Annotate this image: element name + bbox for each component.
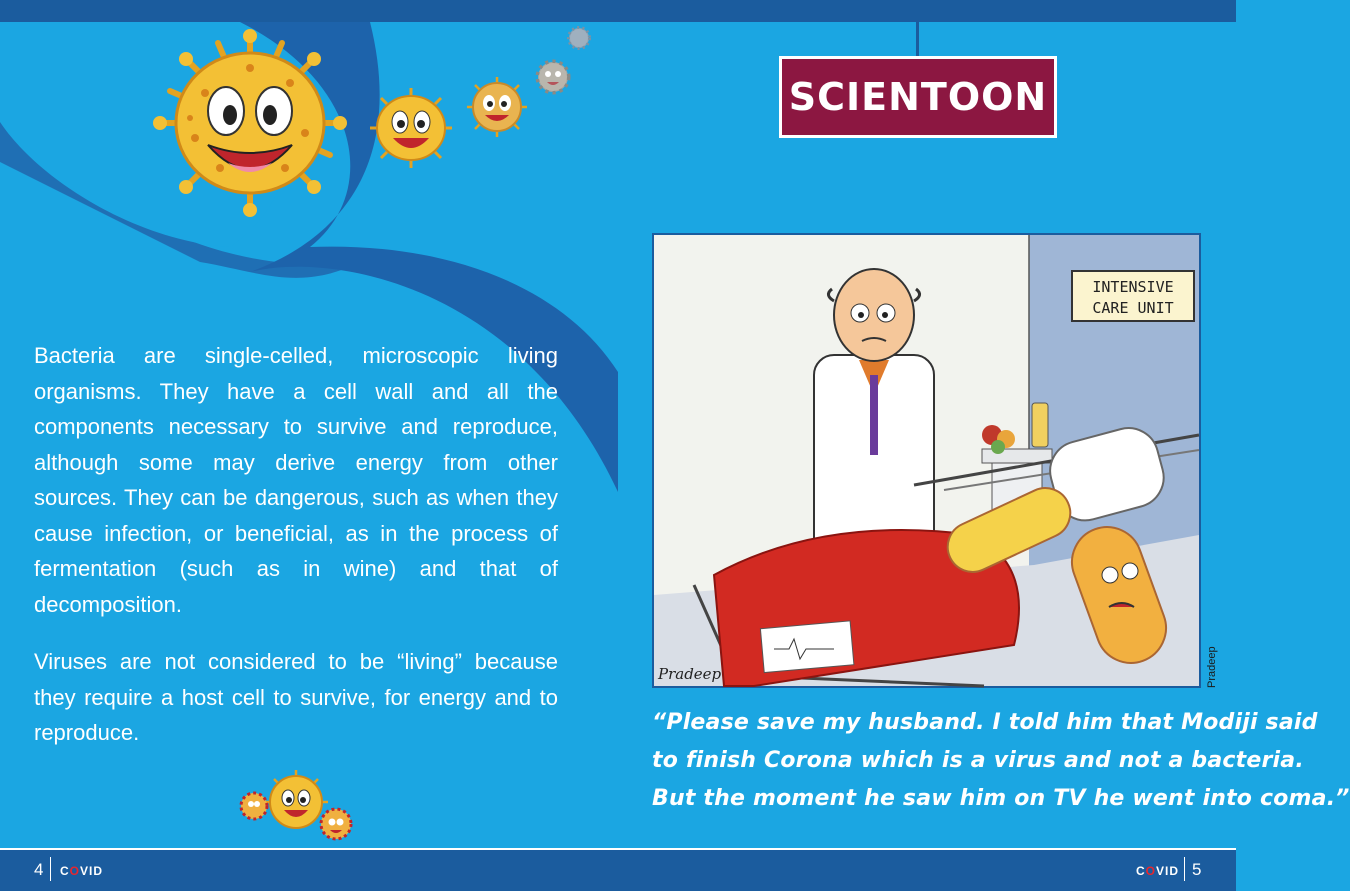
cartoon-illustration	[652, 233, 1201, 688]
virus-mascot-icon	[152, 30, 348, 216]
caption-line: to finish Corona which is a virus and not a bacteria.	[652, 748, 1304, 773]
footer-separator	[1184, 857, 1185, 881]
icu-sign-line1: INTENSIVE	[1092, 278, 1174, 296]
brand-o: O	[1145, 864, 1157, 878]
brand-pre: C	[60, 864, 70, 878]
paragraph-viruses: Viruses are not considered to be “living” because they require a host cell to survive, for energy and to reproduce.	[34, 649, 558, 745]
footer-bar	[0, 850, 1236, 891]
brand-pre: C	[1136, 864, 1146, 878]
footer-separator	[50, 857, 51, 881]
brand-logo-right	[1136, 864, 1179, 878]
virus-mascot-icon	[532, 56, 574, 98]
virus-mascot-icon	[236, 770, 356, 842]
virus-mascot-icon	[368, 86, 454, 170]
cartoonist-signature: Pradeep	[658, 665, 722, 683]
virus-mascot-icon	[565, 24, 593, 52]
brand-o: O	[69, 864, 81, 878]
side-credit: Pradeep	[1206, 646, 1218, 688]
page-title: SCIENTOON	[779, 56, 1057, 138]
virus-mascot-icon	[466, 76, 528, 138]
cartoon-caption	[652, 704, 1350, 818]
title-stem	[916, 22, 919, 56]
brand-post: VID	[80, 864, 104, 878]
page-number-left: 4	[34, 860, 44, 879]
icu-sign-line2: CARE UNIT	[1092, 299, 1174, 317]
brand-logo-left	[60, 864, 103, 878]
top-bar	[0, 0, 1236, 22]
caption-line: But the moment he saw him on TV he went into coma.”	[652, 786, 1350, 811]
brand-post: VID	[1156, 864, 1180, 878]
paragraph-bacteria: Bacteria are single-celled, microscopic living organisms. They have a cell wall and all the components necessary to survive and reproduce, although some may derive energy from other sources. They can be dangerous, such as when they cause infection, or beneficial, as in the process of fermentation (such as in wine) and that of decomposition.	[34, 343, 558, 617]
body-text	[34, 338, 558, 751]
page-number-right: 5	[1192, 860, 1202, 879]
caption-line: “Please save my husband. I told him that Modiji said	[652, 710, 1318, 735]
